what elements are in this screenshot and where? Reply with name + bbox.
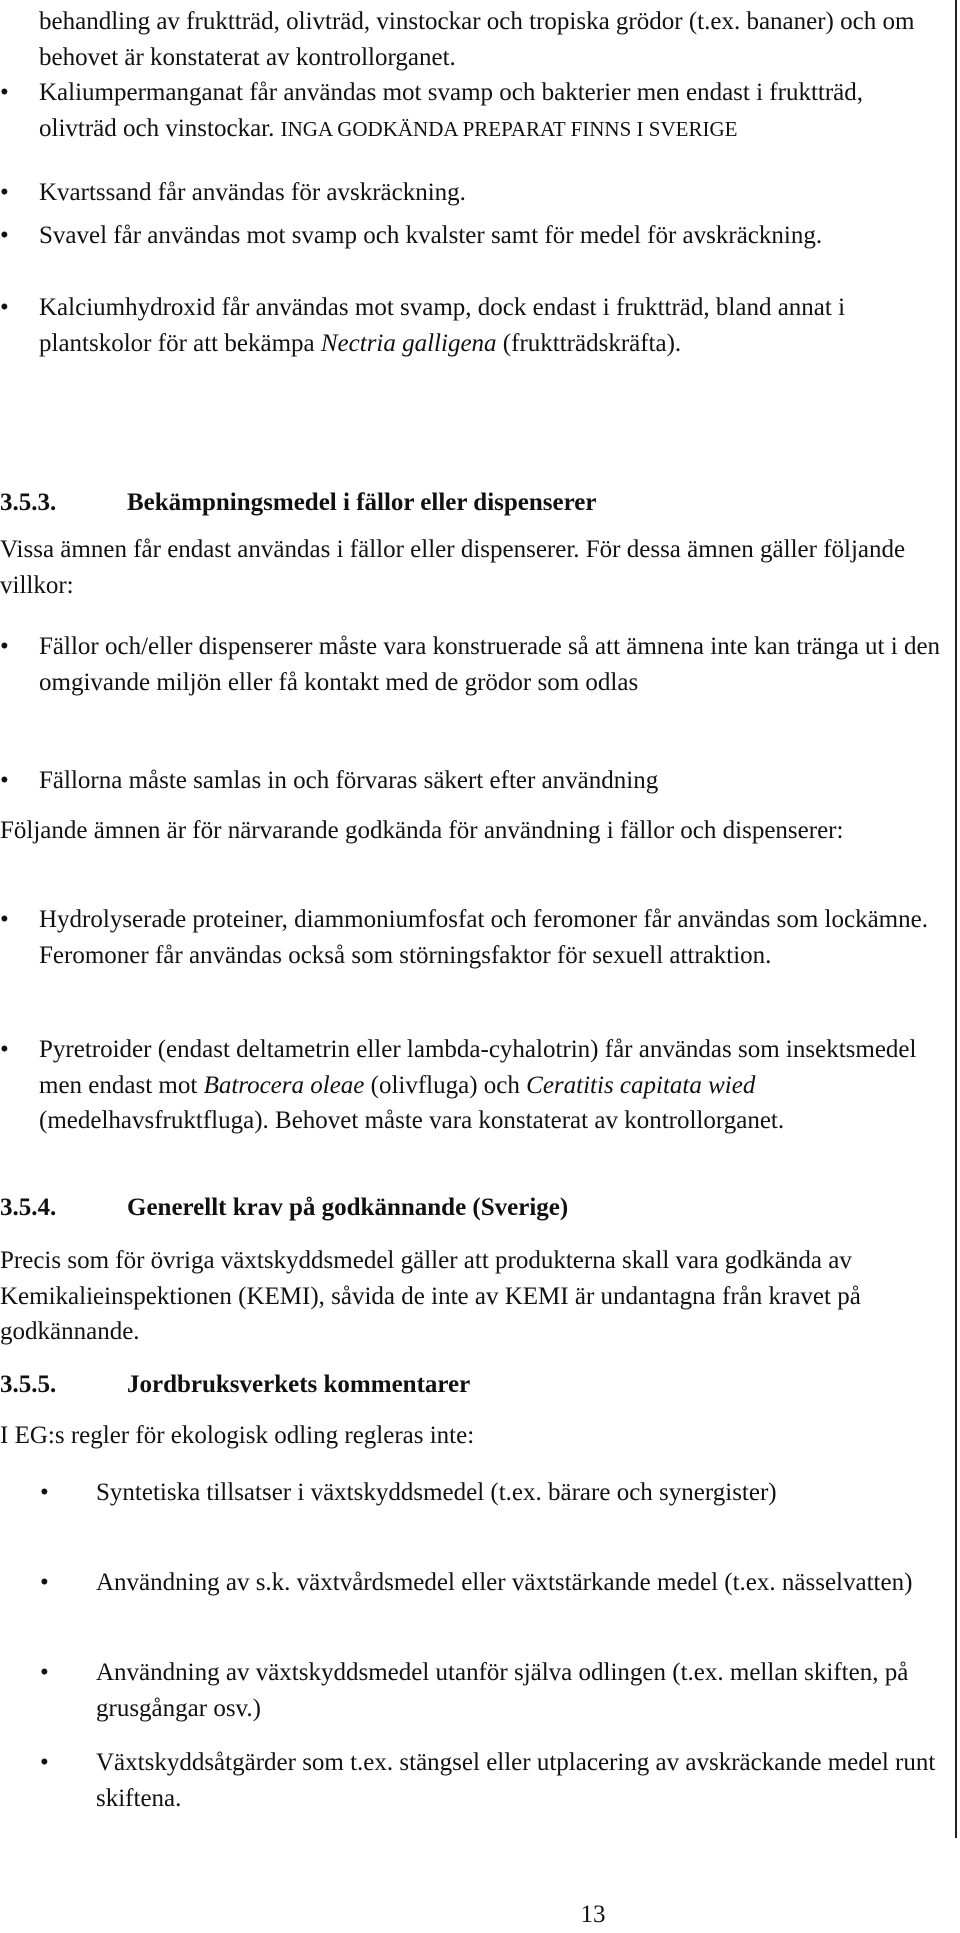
bullet-icon: •: [0, 79, 9, 106]
paragraph: Följande ämnen är för närvarande godkända för användning i fällor och dispenserer:: [0, 817, 844, 844]
bullet-icon: •: [0, 179, 9, 206]
continuation-paragraph: behandling av fruktträd, olivträd, vinstockar och tropiska grödor (t.ex. bananer) och om behovet är konstaterat av kontrollorganet.: [39, 8, 915, 71]
section-title: Jordbruksverkets kommentarer: [127, 1371, 471, 1398]
list-item: [0, 763, 942, 799]
list-item-text: Växtskyddsåtgärder som t.ex. stängsel eller utplacering av avskräckande medel runt skiftena.: [96, 1749, 936, 1812]
bullet-icon: •: [0, 633, 9, 660]
bullet-icon: •: [0, 1036, 9, 1063]
list-item-text: Användning av växtskyddsmedel utanför själva odlingen (t.ex. mellan skiften, på grusgångar osv.): [96, 1659, 909, 1722]
list-item-text: Pyretroider (endast deltametrin eller lambda-cyhalotrin) får användas som insektsmedel men endast mot: [39, 1036, 917, 1099]
section-heading: [0, 1190, 942, 1226]
bullet-icon: •: [40, 1659, 49, 1686]
list-item-note: INGA GODKÄNDA PREPARAT FINNS I SVERIGE: [280, 116, 738, 141]
list-item-text: Kalciumhydroxid får användas mot svamp, dock endast i fruktträd, bland annat i plantskolor för att bekämpa: [39, 294, 846, 357]
bullet-icon: •: [40, 1569, 49, 1596]
page-number: 13: [580, 1901, 606, 1928]
list-item-text: Syntetiska tillsatser i växtskyddsmedel (t.ex. bärare och synergister): [96, 1479, 777, 1506]
list-item: [0, 1655, 942, 1726]
section-number: 3.5.5.: [0, 1371, 57, 1398]
list-item-text: (fruktträdskräfta).: [496, 329, 682, 357]
list-item-text: Kaliumpermanganat får användas mot svamp och bakterier men endast i fruktträd, olivträd och vinstockar.: [39, 79, 864, 142]
species-name: Nectria galligena: [320, 329, 497, 357]
bullet-icon: •: [0, 222, 9, 249]
list-item: [0, 1032, 942, 1139]
list-item: [0, 1565, 942, 1601]
paragraph: Precis som för övriga växtskyddsmedel gäller att produkterna skall vara godkända av Kemikalieinspektionen (KEMI), såvida de inte av KEMI är undantagna från kravet på godkännande.: [0, 1247, 861, 1345]
list-item: [0, 1745, 942, 1816]
section-heading: [0, 1367, 942, 1403]
paragraph: Vissa ämnen får endast användas i fällor eller dispenserer. För dessa ämnen gäller följande villkor:: [0, 536, 906, 599]
bullet-icon: •: [40, 1479, 49, 1506]
section-number: 3.5.3.: [0, 489, 57, 516]
list-item: [0, 290, 942, 361]
section-title: Generellt krav på godkännande (Sverige): [127, 1194, 569, 1221]
section-number: 3.5.4.: [0, 1194, 57, 1221]
list-item-text: Användning av s.k. växtvårdsmedel eller växtstärkande medel (t.ex. nässelvatten): [96, 1569, 913, 1596]
list-item-text: (medelhavsfruktfluga). Behovet måste vara konstaterat av kontrollorganet.: [39, 1107, 785, 1134]
list-item-text: Kvartssand får användas för avskräckning.: [39, 179, 466, 206]
list-item-text: Fällorna måste samlas in och förvaras säkert efter användning: [39, 767, 659, 794]
list-item: [0, 902, 942, 973]
list-item-text: (olivfluga) och: [364, 1071, 527, 1099]
species-name: Batrocera oleae: [203, 1071, 365, 1099]
paragraph: I EG:s regler för ekologisk odling regleras inte:: [0, 1422, 475, 1449]
species-name: Ceratitis capitata wied: [526, 1071, 756, 1099]
bullet-icon: •: [0, 767, 9, 794]
list-item: [0, 629, 942, 700]
bullet-icon: •: [0, 906, 9, 933]
list-item: [0, 218, 942, 254]
list-item: [0, 175, 942, 211]
list-item-text: Svavel får användas mot svamp och kvalster samt för medel för avskräckning.: [39, 222, 823, 249]
right-margin-rule: [955, 0, 957, 1838]
list-item-text: Fällor och/eller dispenserer måste vara konstruerade så att ämnena inte kan tränga ut i den omgivande miljön eller få kontakt med de grödor som odlas: [39, 633, 941, 696]
bullet-icon: •: [40, 1749, 49, 1776]
section-title: Bekämpningsmedel i fällor eller dispenserer: [127, 489, 597, 516]
list-item: [0, 1475, 942, 1511]
section-heading: [0, 485, 942, 521]
list-item-text: Hydrolyserade proteiner, diammoniumfosfat och feromoner får användas som lockämne. Feromoner får användas också som störningsfaktor för sexuell attraktion.: [39, 906, 928, 969]
list-item: [0, 75, 942, 147]
bullet-icon: •: [0, 294, 9, 321]
